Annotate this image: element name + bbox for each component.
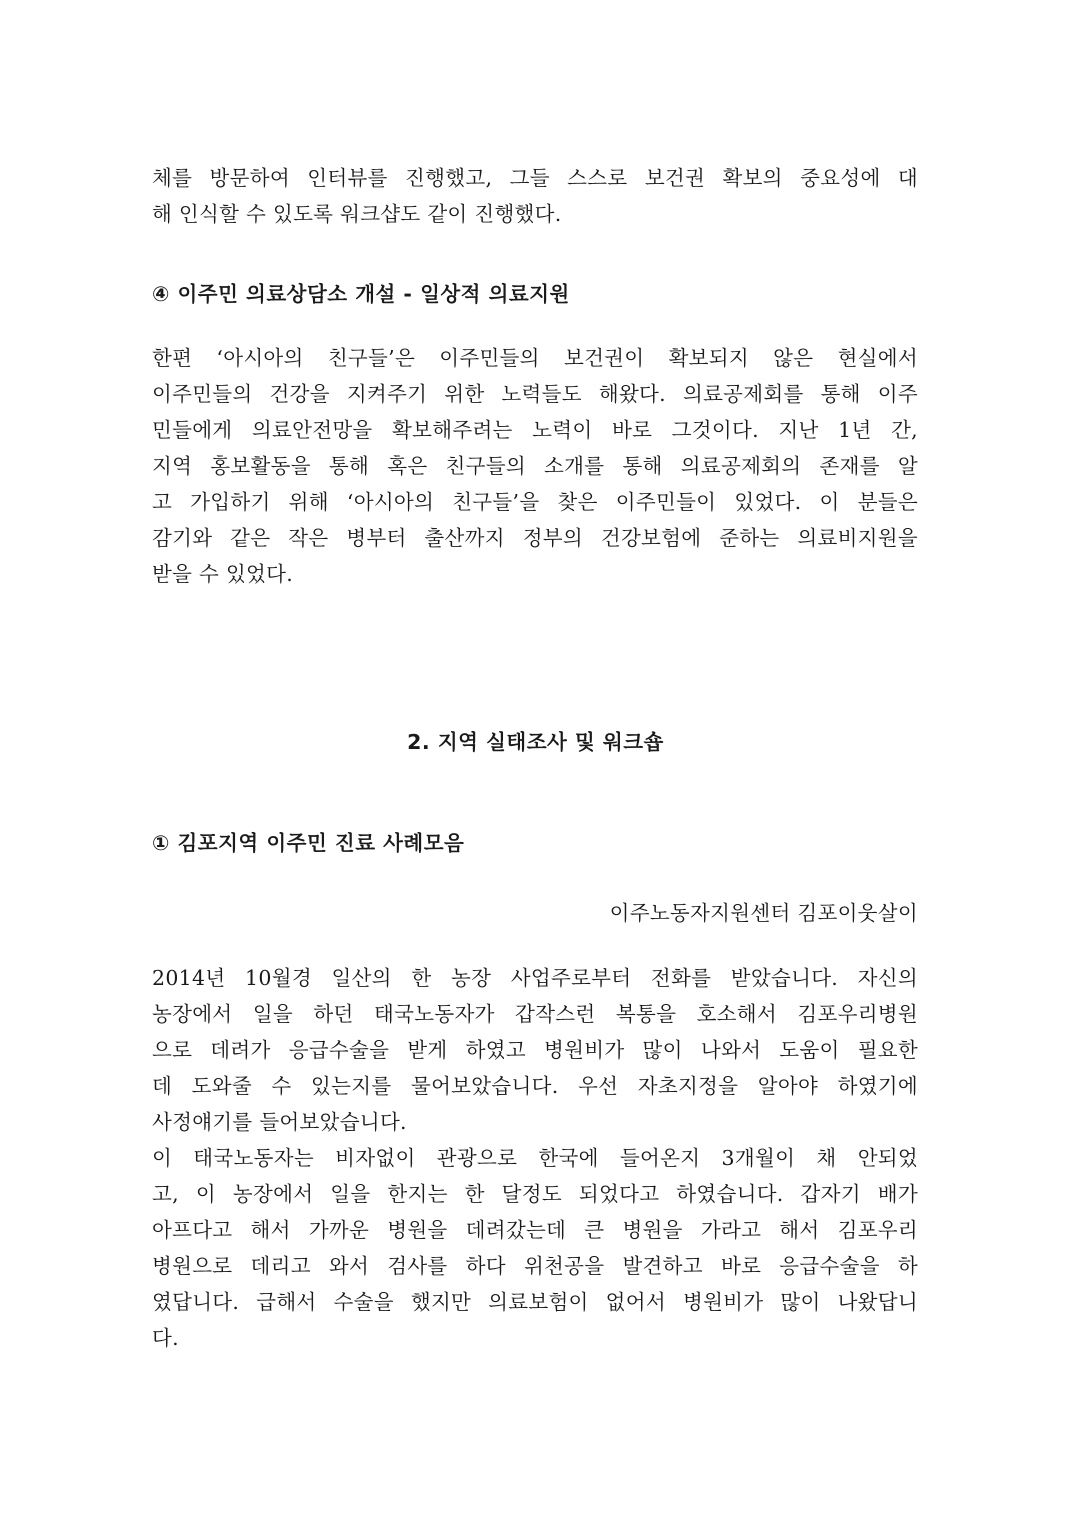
paragraph-line: 받을 수 있었다. [152,562,294,586]
medical-support-paragraph [152,340,918,592]
author-byline: 이주노동자지원센터 김포이웃살이 [609,901,918,925]
gimpo-case-paragraph [152,960,918,1356]
paragraph-line: 으로 데려가 응급수술을 받게 하였고 병원비가 많이 나와서 도움이 필요한 [152,1038,918,1062]
paragraph-line: 였답니다. 급해서 수술을 했지만 의료보험이 없어서 병원비가 많이 나왔답니 [152,1290,918,1314]
paragraph-line: 민들에게 의료안전망을 확보해주려는 노력이 바로 그것이다. 지난 1년 간, [152,418,918,442]
paragraph-line: 지역 홍보활동을 통해 혹은 친구들의 소개를 통해 의료공제회의 존재를 알 [152,454,918,478]
paragraph-line: 농장에서 일을 하던 태국노동자가 갑작스런 복통을 호소해서 김포우리병원 [152,1002,918,1026]
paragraph-line: 이주민들의 건강을 지켜주기 위한 노력들도 해왔다. 의료공제회를 통해 이주 [152,382,918,406]
paragraph-line: 다. [152,1326,179,1350]
heading-medical-counseling: ④ 이주민 의료상담소 개설 - 일상적 의료지원 [152,282,570,306]
paragraph-line: 사정얘기를 들어보았습니다. [152,1110,407,1134]
intro-paragraph [152,160,918,232]
paragraph-line: 고, 이 농장에서 일을 한지는 한 달정도 되었다고 하였습니다. 갑자기 배가 [152,1182,918,1206]
section-title: 2. 지역 실태조사 및 워크숍 [407,730,664,754]
paragraph-line: 이 태국노동자는 비자없이 관광으로 한국에 들어온지 3개월이 채 안되었 [152,1146,918,1170]
paragraph-line: 데 도와줄 수 있는지를 물어보았습니다. 우선 자초지정을 알아야 하였기에 [152,1074,918,1098]
paragraph-line: 감기와 같은 작은 병부터 출산까지 정부의 건강보험에 준하는 의료비지원을 [152,526,918,550]
intro-line: 해 인식할 수 있도록 워크샵도 같이 진행했다. [152,202,562,226]
paragraph-line: 병원으로 데리고 와서 검사를 하다 위천공을 발견하고 바로 응급수술을 하 [152,1254,918,1278]
heading-gimpo-cases: ① 김포지역 이주민 진료 사례모음 [152,831,465,855]
intro-line: 체를 방문하여 인터뷰를 진행했고, 그들 스스로 보건권 확보의 중요성에 대 [152,166,918,190]
paragraph-line: 2014년 10월경 일산의 한 농장 사업주로부터 전화를 받았습니다. 자신의 [152,966,918,990]
paragraph-line: 고 가입하기 위해 ‘아시아의 친구들’을 찾은 이주민들이 있었다. 이 분들은 [152,490,918,514]
paragraph-line: 아프다고 해서 가까운 병원을 데려갔는데 큰 병원을 가라고 해서 김포우리 [152,1218,918,1242]
paragraph-line: 한편 ‘아시아의 친구들’은 이주민들의 보건권이 확보되지 않은 현실에서 [152,346,918,370]
